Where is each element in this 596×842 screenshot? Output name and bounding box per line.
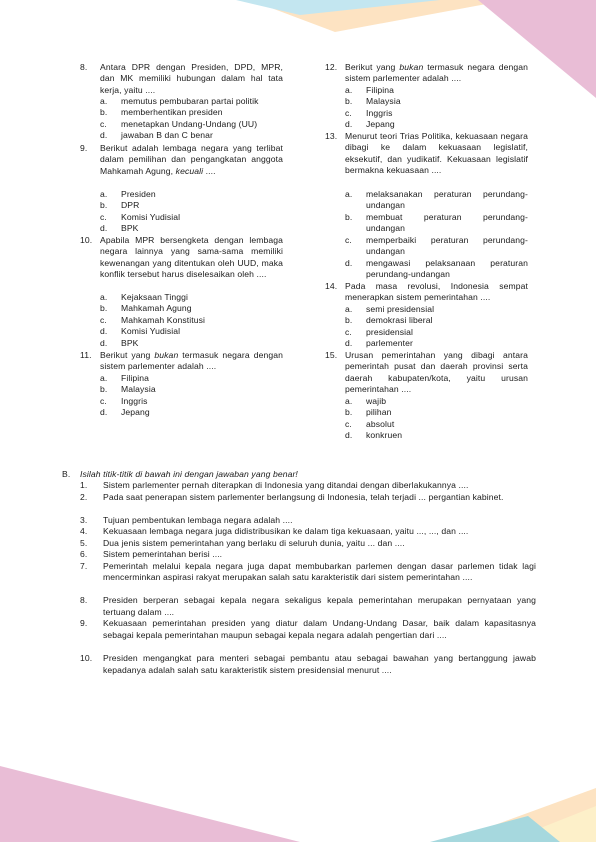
question-14 [325,281,528,304]
question-text [100,62,283,97]
question-number: 11. [80,349,92,360]
option-letter: c. [100,314,107,325]
item-number: 8. [80,595,88,605]
essay-item-3 [80,515,536,527]
question-text-main: Berikut adalah lembaga negara yang terlibat dalam pemilihan dan pengangkatan anggota Mahkamah Agung, [100,142,283,176]
question-text-end: .... [205,165,216,176]
question-text-italic: bukan [399,61,424,72]
option-letter: a. [100,291,108,302]
option-text: menetapkan Undang-Undang (UU) [121,118,258,129]
item-number: 3. [80,514,88,525]
essay-item-2 [80,492,536,504]
option-letter: a. [345,303,353,314]
question-number: 13. [325,130,338,141]
option-letter: d. [100,223,108,233]
options-question-12 [345,85,528,131]
item-text: Kekuasaan pemerintahan presiden yang diatur dalam Undang-Undang Dasar, baik dalam kapasitasnya sebagai kepala pemerintahan maupun sebagai kepala negara adalah pengertian dari .... [103,618,536,640]
option-text: membuat peraturan perundang-undangan [366,211,528,233]
option-letter: c. [345,326,352,337]
essay-item-4 [80,526,536,538]
option-letter: b. [345,315,353,325]
essay-item-10 [80,653,536,676]
option-b [100,384,283,396]
item-number: 4. [80,526,88,536]
option-letter: b. [100,107,108,117]
option-text: absolut [366,418,395,429]
option-text: Filipina [366,84,395,95]
option-letter: b. [100,303,108,313]
options-question-11 [100,373,283,419]
question-text [100,143,283,178]
essay-item-7 [80,561,536,584]
option-c [345,235,528,258]
question-text-end: termasuk negara dengan sistem parlementer adalah .... [345,61,528,83]
option-d [100,223,283,235]
option-text: Presiden [121,188,156,199]
question-number: 9. [80,142,88,153]
option-text: Mahkamah Agung [121,303,192,313]
option-letter: a. [100,95,108,106]
option-c [100,212,283,224]
question-number: 12. [325,61,338,72]
option-d [100,130,283,142]
option-b [100,107,283,119]
option-d [345,119,528,131]
question-text [345,131,528,177]
question-text [100,350,283,373]
option-b [345,315,528,327]
option-text: Komisi Yudisial [121,211,181,222]
option-b [100,303,283,315]
option-text: jawaban B dan C benar [121,130,213,140]
option-text: semi presidensial [366,303,435,314]
option-letter: b. [345,211,353,222]
option-d [100,407,283,419]
item-text: Dua jenis sistem pemerintahan yang berlaku di seluruh dunia, yaitu ... dan .... [103,537,405,548]
question-number: 15. [325,349,338,360]
option-text: Komisi Yudisial [121,326,181,336]
item-text: Tujuan pembentukan lembaga negara adalah .... [103,514,293,525]
option-b [345,407,528,419]
question-number: 10. [80,234,93,245]
option-b [345,96,528,108]
question-text [345,350,528,396]
question-text-main: Berikut yang [345,61,396,72]
option-letter: a. [100,372,108,383]
option-letter: d. [345,257,353,268]
options-question-8 [100,96,283,142]
option-text: konkruen [366,430,403,440]
option-letter: b. [100,200,108,210]
question-text-main: Antara DPR dengan Presiden, DPD, MPR, dan MK memiliki hubungan dalam hal tata kerja, yaitu .... [100,61,283,95]
option-letter: c. [345,234,352,245]
essay-item-5 [80,538,536,550]
question-13 [325,131,528,177]
question-15 [325,350,528,396]
option-text: presidensial [366,326,414,337]
option-a [345,304,528,316]
options-question-13 [345,189,528,281]
option-letter: d. [345,119,353,129]
option-text: demokrasi liberal [366,315,433,325]
question-text-main: Apabila MPR bersengketa dengan lembaga negara lainnya yang sama-sama memiliki kewenangan yang ditentukan oleh UUD, maka konflik tersebut harus diselesaikan oleh .... [100,234,283,279]
question-text [345,62,528,85]
section-b-instruction: Isilah titik-titik di bawah ini dengan jawaban yang benar! [80,468,298,479]
item-number: 7. [80,560,88,571]
question-text [100,235,283,281]
option-letter: a. [100,188,108,199]
option-a [100,96,283,108]
option-letter: d. [100,130,108,140]
option-text: Kejaksaan Tinggi [121,291,189,302]
item-text: Sistem pemerintahan berisi .... [103,549,223,559]
option-b [100,200,283,212]
option-text: memutus pembubaran partai politik [121,95,259,106]
option-text: Filipina [121,372,150,383]
option-d [100,326,283,338]
item-number: 1. [80,480,88,490]
bottom-pink-shape [0,766,300,842]
option-c [100,396,283,408]
question-text [345,281,528,304]
item-number: 9. [80,618,88,628]
question-text-end: termasuk negara dengan sistem parlementer adalah .... [100,349,283,371]
item-text: Kekuasaan lembaga negara juga didistribusikan ke dalam tiga kekuasaan, yaitu ..., ..., dan .... [103,526,469,536]
question-text-main: Berikut yang [100,349,151,360]
option-text: Mahkamah Konstitusi [121,314,206,325]
item-number: 5. [80,537,88,548]
question-11 [80,350,283,373]
item-number: 2. [80,491,88,502]
option-letter: d. [345,338,353,348]
option-text: BPK [121,337,139,348]
option-text: mengawasi pelaksanaan peraturan perundang-undangan [366,257,528,279]
option-a [345,396,528,408]
item-text: Pemerintah melalui kepala negara juga dapat membubarkan parlemen dengan dasar parlemen tidak lagi mencerminkan aspirasi rakyat merupakan salah satu karakteristik dari sistem pemerintahan .... [103,560,536,582]
essay-item-9 [80,618,536,641]
option-text: Inggris [121,395,148,406]
question-text-italic: kecuali [175,165,204,176]
option-text: Jepang [121,407,150,417]
option-c [345,108,528,120]
question-number: 14. [325,280,338,291]
option-letter: b. [345,407,353,417]
option-d [345,258,528,281]
question-text-italic: bukan [154,349,179,360]
option-text: memperbaiki peraturan perundang-undangan [366,234,528,256]
option-text: BPK [121,223,139,233]
option-b [345,212,528,235]
option-letter: d. [100,337,108,348]
question-8 [80,62,283,97]
option-text: melaksanakan peraturan perundang-undangan [366,188,528,210]
option-letter: c. [345,107,352,118]
option-letter: a. [345,188,353,199]
item-number: 10. [80,653,93,663]
option-e [100,338,283,350]
option-text: pilihan [366,407,392,417]
option-letter: d. [100,407,108,417]
section-b-label: B. [62,468,71,479]
essay-item-6 [80,549,536,561]
option-text: parlementer [366,338,413,348]
item-number: 6. [80,549,88,559]
option-c [100,119,283,131]
option-d [345,430,528,442]
item-text: Pada saat penerapan sistem parlementer berlangsung di Indonesia, telah terjadi ... pergantian kabinet. [103,491,504,502]
option-d [345,338,528,350]
question-10 [80,235,283,281]
item-text: Presiden berperan sebagai kepala negara sekaligus kepala pemerintahan merupakan pernyataan yang tertuang dalam .... [103,595,536,617]
item-text: Presiden mengangkat para menteri sebagai pembantu atau sebagai bawahan yang bertanggung jawab kepadanya adalah salah satu karakteristik sistem presidensial menurut .... [103,653,536,675]
option-text: Inggris [366,107,393,118]
option-text: DPR [121,200,140,210]
option-letter: c. [100,395,107,406]
option-text: wajib [366,395,387,406]
option-letter: b. [345,96,353,106]
question-9 [80,143,283,178]
option-letter: d. [345,430,353,440]
options-question-14 [345,304,528,350]
essay-item-1 [80,480,536,492]
option-letter: c. [345,418,352,429]
option-a [345,189,528,212]
option-letter: b. [100,384,108,394]
option-a [100,373,283,385]
question-text-main: Pada masa revolusi, Indonesia sempat menerapkan sistem pemerintahan .... [345,280,528,302]
item-text: Sistem parlementer pernah diterapkan di Indonesia yang ditandai dengan diberlakukannya .... [103,480,469,490]
option-text: Malaysia [121,384,156,394]
option-letter: c. [100,211,107,222]
question-number: 8. [80,61,88,72]
option-c [345,327,528,339]
question-12 [325,62,528,85]
option-c [100,315,283,327]
option-letter: a. [345,84,353,95]
options-question-15 [345,396,528,442]
options-question-10 [100,292,283,350]
option-letter: c. [100,118,107,129]
essay-item-8 [80,595,536,618]
options-question-9 [100,189,283,235]
question-text-main: Menurut teori Trias Politika, kekuasaan negara dibagi ke dalam kekuasaan legislatif, eksekutif, dan yudikatif. Kekuasaan legislatif bermakna kekuasaan .... [345,130,528,175]
option-letter: d. [100,326,108,336]
option-text: memberhentikan presiden [121,107,223,117]
option-a [100,292,283,304]
option-a [345,85,528,97]
option-c [345,419,528,431]
option-letter: a. [345,395,353,406]
option-text: Jepang [366,119,395,129]
option-a [100,189,283,201]
section-b-header [62,469,536,481]
question-text-main: Urusan pemerintahan yang dibagi antara pemerintah pusat dan daerah provinsi serta daerah kabupaten/kota, yaitu urusan pemerintahan .... [345,349,528,394]
option-text: Malaysia [366,96,401,106]
